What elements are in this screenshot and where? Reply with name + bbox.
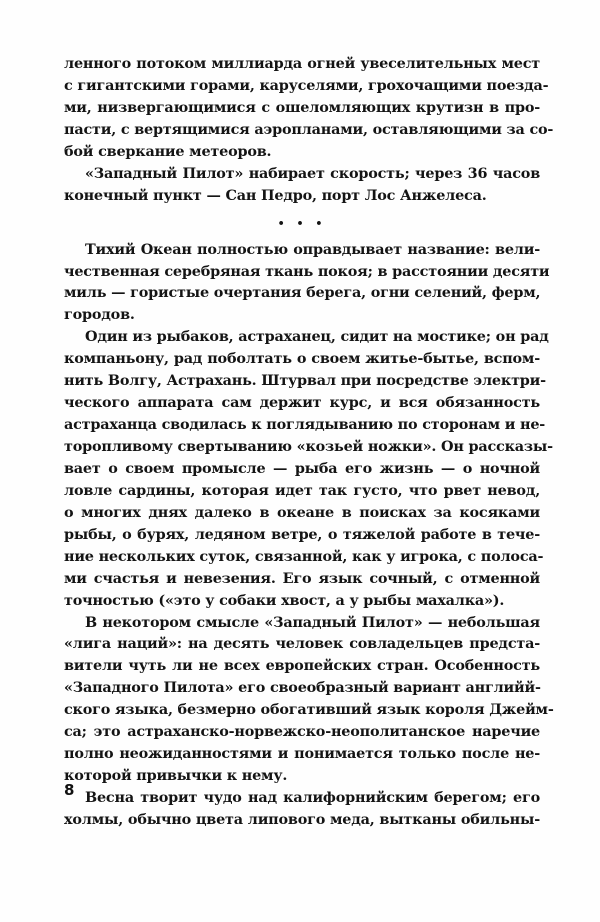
text-line: городов.: [64, 306, 135, 324]
text-line: «Западный Пилот» набирает скорость; через 36 часов: [85, 164, 540, 182]
paragraph: [64, 239, 550, 327]
text-line: рыбы, о бурях, ледяном ветре, о тяжелой работе в тече-: [64, 525, 540, 543]
text-line: астраханца сводилась к поглядыванию по сторонам и не-: [64, 416, 546, 434]
text-line: «Западного Пилота» его своеобразный вариант английй-: [64, 679, 541, 697]
text-line: «лига наций»: на десять человек совладельцев предста-: [64, 635, 540, 653]
text-line: компаньону, рад поболтать о своем житье-бытье, вспом-: [64, 350, 540, 368]
text-line: пасти, с вертящимися аэропланами, оставляющими за со-: [64, 120, 554, 138]
text-line: торопливому свертыванию «козьей ножки». Он рассказы-: [64, 438, 553, 455]
paragraph: [64, 787, 540, 831]
paragraph: [64, 163, 540, 207]
section-separator: • • •: [277, 216, 327, 230]
text-line: Весна творит чудо над калифорнийским берегом; его: [85, 789, 540, 806]
paragraph: [64, 53, 554, 163]
page-number: 8: [64, 781, 75, 799]
text-line: холмы, обычно цвета липового меда, вытканы обильны-: [64, 810, 540, 828]
paragraph: [64, 326, 553, 611]
text-line: бой сверкание метеоров.: [64, 142, 272, 160]
text-line: Тихий Океан полностью оправдывает название: вели-: [85, 240, 540, 258]
text-line: ми, низвергающимися с ошеломляющих крутизн в про-: [64, 98, 540, 116]
paragraph: [64, 612, 554, 788]
text-line: нить Волгу, Астрахань. Штурвал при посредстве электри-: [64, 372, 546, 390]
text-line: точностью («это у собаки хвост, а у рыбы махалка»).: [64, 591, 505, 609]
text-line: ловле сардины, которая идет так густо, что рвет невод,: [64, 481, 540, 499]
text-line: конечный пункт — Сан Педро, порт Лос Анжелеса.: [64, 186, 487, 204]
text-line: полно неожиданностями и понимается только после не-: [64, 745, 540, 763]
text-line: вает о своем промысле — рыба его жизнь — о ночной: [64, 459, 540, 477]
text-line: ского языка, безмерно обогативший язык короля Джейм-: [64, 701, 554, 719]
text-line: вители чуть ли не всех европейских стран. Особенность: [64, 657, 540, 675]
text-line: са; это астраханско-норвежско-неополитанское наречие: [64, 723, 540, 741]
text-line: миль — гористые очертания берега, огни селений, ферм,: [64, 284, 541, 302]
text-line: Один из рыбаков, астраханец, сидит на мостике; он рад: [85, 328, 549, 346]
text-line: ми счастья и невезения. Его язык сочный, с отменной: [64, 569, 540, 587]
text-line: ленного потоком миллиарда огней увеселительных мест: [64, 55, 540, 72]
text-line: В некотором смысле «Западный Пилот» — небольшая: [85, 613, 540, 631]
text-line: которой привычки к нему.: [64, 767, 288, 785]
text-line: чественная серебряная ткань покоя; в расстоянии десяти: [64, 262, 550, 280]
text-line: с гигантскими горами, каруселями, грохочащими поезда-: [64, 76, 549, 94]
text-line: о многих днях далеко в океане в поисках за косяками: [64, 503, 540, 521]
text-line: ние нескольких суток, связанной, как у игрока, с полоса-: [64, 547, 544, 565]
text-line: ческого аппарата сам держит курс, и вся обязанность: [64, 394, 540, 412]
page-body-text: [64, 53, 554, 831]
